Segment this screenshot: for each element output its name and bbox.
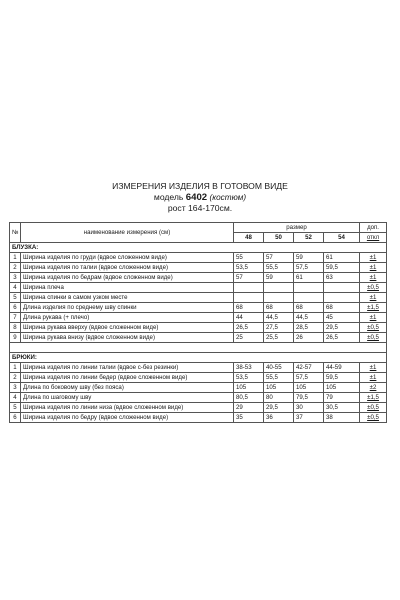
size-value: 37	[294, 413, 324, 423]
model-label: модель	[153, 191, 184, 202]
size-value: 44	[234, 313, 264, 323]
measurement-name: Ширина рукава внизу (вдвое сложенном виде)	[21, 333, 234, 343]
measurement-name: Длина по боковому шву (без пояса)	[21, 383, 234, 393]
size-value	[324, 283, 360, 293]
tolerance-value: ±2	[360, 383, 387, 393]
row-number: 6	[10, 303, 21, 313]
row-number: 9	[10, 333, 21, 343]
size-value	[294, 283, 324, 293]
tolerance-value: ±1,5	[360, 303, 387, 313]
size-value: 59,5	[324, 373, 360, 383]
size-value: 35	[234, 413, 264, 423]
measurement-name: Ширина спинки в самом узком месте	[21, 293, 234, 303]
measurement-name: Длина по шаговому шву	[21, 393, 234, 403]
size-value: 44,5	[294, 313, 324, 323]
tolerance-value: ±1	[360, 363, 387, 373]
size-value: 105	[324, 383, 360, 393]
table-row	[10, 283, 387, 293]
col-name-header: наименование измерения (см)	[21, 223, 234, 243]
size-value: 38-53	[234, 363, 264, 373]
spacer-cell	[10, 343, 387, 353]
size-value: 105	[264, 383, 294, 393]
size-value: 29,5	[264, 403, 294, 413]
row-number: 5	[10, 403, 21, 413]
table-row	[10, 413, 387, 423]
row-number: 3	[10, 383, 21, 393]
section-spacer	[10, 343, 387, 353]
header-row	[10, 223, 387, 233]
table-row	[10, 373, 387, 383]
table-row	[10, 333, 387, 343]
section-row	[10, 243, 387, 253]
table-row	[10, 313, 387, 323]
size-value: 61	[294, 273, 324, 283]
table-row	[10, 383, 387, 393]
size-value: 57	[234, 273, 264, 283]
model-type: (костюм)	[209, 192, 247, 202]
size-value: 68	[294, 303, 324, 313]
document-title: ИЗМЕРЕНИЯ ИЗДЕЛИЯ В ГОТОВОМ ВИДЕ	[112, 181, 288, 191]
size-value: 57	[264, 253, 294, 263]
size-value: 45	[324, 313, 360, 323]
col-tol-header-2: откл	[360, 233, 387, 243]
size-value: 80	[264, 393, 294, 403]
tolerance-value: ±0,5	[360, 333, 387, 343]
size-value: 55,5	[264, 373, 294, 383]
table-row	[10, 323, 387, 333]
col-tol-header: доп.	[360, 223, 387, 233]
size-value: 68	[324, 303, 360, 313]
table-row	[10, 273, 387, 283]
size-value: 53,5	[234, 263, 264, 273]
measurement-name: Ширина изделия по груди (вдвое сложенном виде)	[21, 253, 234, 263]
measurement-name: Ширина рукава вверху (вдвое сложенном виде)	[21, 323, 234, 333]
model-number: 6402	[185, 191, 208, 203]
size-header: 52	[294, 233, 324, 243]
row-number: 2	[10, 263, 21, 273]
col-num-header: №	[10, 223, 21, 243]
size-value	[264, 283, 294, 293]
tolerance-value: ±1	[360, 293, 387, 303]
size-value: 55	[234, 253, 264, 263]
table-row	[10, 303, 387, 313]
size-value: 79	[324, 393, 360, 403]
measurement-name: Ширина плеча	[21, 283, 234, 293]
size-value: 36	[264, 413, 294, 423]
tolerance-value: ±0,5	[360, 283, 387, 293]
size-value: 53,5	[234, 373, 264, 383]
section-title: БРЮКИ:	[10, 353, 387, 363]
row-number: 2	[10, 373, 21, 383]
tolerance-value: ±0,5	[360, 403, 387, 413]
tolerance-value: ±1	[360, 253, 387, 263]
size-value: 61	[324, 253, 360, 263]
size-value: 59	[264, 273, 294, 283]
row-number: 7	[10, 313, 21, 323]
size-value	[294, 293, 324, 303]
size-value: 26	[294, 333, 324, 343]
size-value: 28,5	[294, 323, 324, 333]
size-value: 59	[294, 253, 324, 263]
table-row	[10, 263, 387, 273]
section-row	[10, 353, 387, 363]
measurement-name: Ширина изделия по линии бедер (вдвое сложенном виде)	[21, 373, 234, 383]
document-header	[0, 181, 400, 214]
row-number: 5	[10, 293, 21, 303]
measurement-name: Ширина изделия по талии (вдвое сложенном виде)	[21, 263, 234, 273]
section-title: БЛУЗКА:	[10, 243, 387, 253]
size-value: 80,5	[234, 393, 264, 403]
table-row	[10, 393, 387, 403]
tolerance-value: ±1	[360, 313, 387, 323]
size-value	[234, 293, 264, 303]
tolerance-value: ±1	[360, 373, 387, 383]
size-value: 26,5	[234, 323, 264, 333]
measurement-name: Ширина изделия по бедрам (вдвое сложенном виде)	[21, 273, 234, 283]
row-number: 4	[10, 393, 21, 403]
measurement-name: Длина изделия по среднему шву спинки	[21, 303, 234, 313]
tolerance-value: ±1	[360, 273, 387, 283]
measurement-name: Ширина изделия по линии низа (вдвое сложенном виде)	[21, 403, 234, 413]
size-value: 29,5	[324, 323, 360, 333]
tolerance-value: ±0,5	[360, 323, 387, 333]
size-value: 59,5	[324, 263, 360, 273]
size-value: 30,5	[324, 403, 360, 413]
size-value: 38	[324, 413, 360, 423]
size-value	[264, 293, 294, 303]
col-size-header: размер	[234, 223, 360, 233]
table-row	[10, 253, 387, 263]
measurements-table	[9, 222, 387, 423]
table-row	[10, 293, 387, 303]
size-header: 48	[234, 233, 264, 243]
size-value: 55,5	[264, 263, 294, 273]
height-line: рост 164-170см.	[167, 203, 233, 213]
size-value: 26,5	[324, 333, 360, 343]
size-value: 40-55	[264, 363, 294, 373]
table-row	[10, 403, 387, 413]
measurement-name: Ширина изделия по бедру (вдвое сложенном виде)	[21, 413, 234, 423]
size-value: 68	[234, 303, 264, 313]
size-header: 50	[264, 233, 294, 243]
size-value: 57,5	[294, 263, 324, 273]
row-number: 6	[10, 413, 21, 423]
size-value: 29	[234, 403, 264, 413]
size-value: 27,5	[264, 323, 294, 333]
size-value: 42-57	[294, 363, 324, 373]
size-value: 57,5	[294, 373, 324, 383]
measurement-name: Ширина изделия по линии талии (вдвое с-без резинки)	[21, 363, 234, 373]
size-header: 54	[324, 233, 360, 243]
row-number: 3	[10, 273, 21, 283]
size-value: 44-59	[324, 363, 360, 373]
size-value: 105	[234, 383, 264, 393]
size-value: 30	[294, 403, 324, 413]
table-row	[10, 363, 387, 373]
size-value: 25	[234, 333, 264, 343]
row-number: 1	[10, 253, 21, 263]
size-value: 25,5	[264, 333, 294, 343]
tolerance-value: ±1,5	[360, 393, 387, 403]
row-number: 8	[10, 323, 21, 333]
row-number: 4	[10, 283, 21, 293]
size-value: 44,5	[264, 313, 294, 323]
row-number: 1	[10, 363, 21, 373]
size-value	[324, 293, 360, 303]
tolerance-value: ±0,5	[360, 413, 387, 423]
size-value: 105	[294, 383, 324, 393]
model-line	[0, 192, 400, 204]
measurement-name: Длина рукава (+ плечо)	[21, 313, 234, 323]
tolerance-value: ±1	[360, 263, 387, 273]
size-value: 68	[264, 303, 294, 313]
size-value	[234, 283, 264, 293]
size-value: 63	[324, 273, 360, 283]
size-value: 79,5	[294, 393, 324, 403]
